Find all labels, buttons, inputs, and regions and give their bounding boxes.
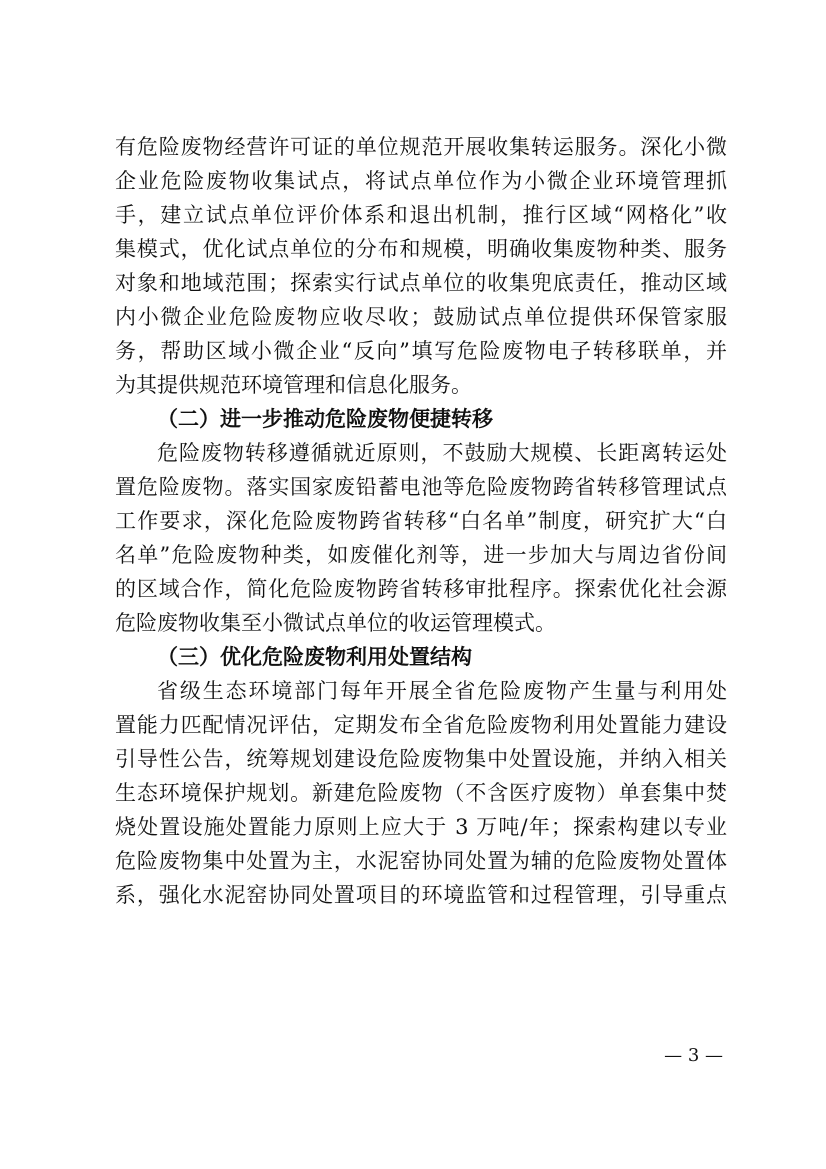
paragraph-line: 危险废物集中处置为主，水泥窑协同处置为辅的危险废物处置体 (115, 849, 727, 873)
paragraph-line: 置危险废物。落实国家废铅蓄电池等危险废物跨省转移管理试点 (115, 475, 727, 499)
section-heading: （二）进一步推动危险废物便捷转移 (157, 407, 493, 431)
paragraph-line: 危险废物转移遵循就近原则，不鼓励大规模、长距离转运处 (157, 441, 727, 465)
paragraph-line: 有危险废物经营许可证的单位规范开展收集转运服务。深化小微 (115, 135, 727, 159)
paragraph-line: 名单”危险废物种类，如废催化剂等，进一步加大与周边省份间 (115, 543, 727, 567)
paragraph-line: 手，建立试点单位评价体系和退出机制，推行区域“网格化”收 (115, 203, 727, 227)
paragraph-line: 内小微企业危险废物应收尽收；鼓励试点单位提供环保管家服 (115, 305, 727, 329)
paragraph-line: 系，强化水泥窑协同处置项目的环境监管和过程管理，引导重点 (115, 883, 727, 907)
section-heading: （三）优化危险废物利用处置结构 (157, 645, 472, 669)
paragraph-line: 危险废物收集至小微试点单位的收运管理模式。 (115, 611, 556, 635)
paragraph-line: 为其提供规范环境管理和信息化服务。 (115, 373, 472, 397)
document-body (115, 130, 727, 912)
paragraph-line: 务，帮助区域小微企业“反向”填写危险废物电子转移联单，并 (115, 339, 727, 363)
paragraph-line: 对象和地域范围；探索实行试点单位的收集兜底责任，推动区域 (115, 271, 727, 295)
paragraph-line: 企业危险废物收集试点，将试点单位作为小微企业环境管理抓 (115, 169, 727, 193)
paragraph-line: 引导性公告，统筹规划建设危险废物集中处置设施，并纳入相关 (115, 747, 727, 771)
page-number: — 3 — (664, 1045, 723, 1066)
paragraph-line: 集模式，优化试点单位的分布和规模，明确收集废物种类、服务 (115, 237, 727, 261)
paragraph-line: 工作要求，深化危险废物跨省转移“白名单”制度，研究扩大“白 (115, 509, 727, 533)
paragraph-line: 的区域合作，简化危险废物跨省转移审批程序。探索优化社会源 (115, 577, 727, 601)
paragraph-line: 省级生态环境部门每年开展全省危险废物产生量与利用处 (157, 679, 727, 703)
paragraph-line: 置能力匹配情况评估，定期发布全省危险废物利用处置能力建设 (115, 713, 727, 737)
paragraph-line: 生态环境保护规划。新建危险废物（不含医疗废物）单套集中焚 (115, 781, 727, 805)
paragraph-line: 烧处置设施处置能力原则上应大于 3 万吨/年；探索构建以专业 (115, 815, 727, 839)
